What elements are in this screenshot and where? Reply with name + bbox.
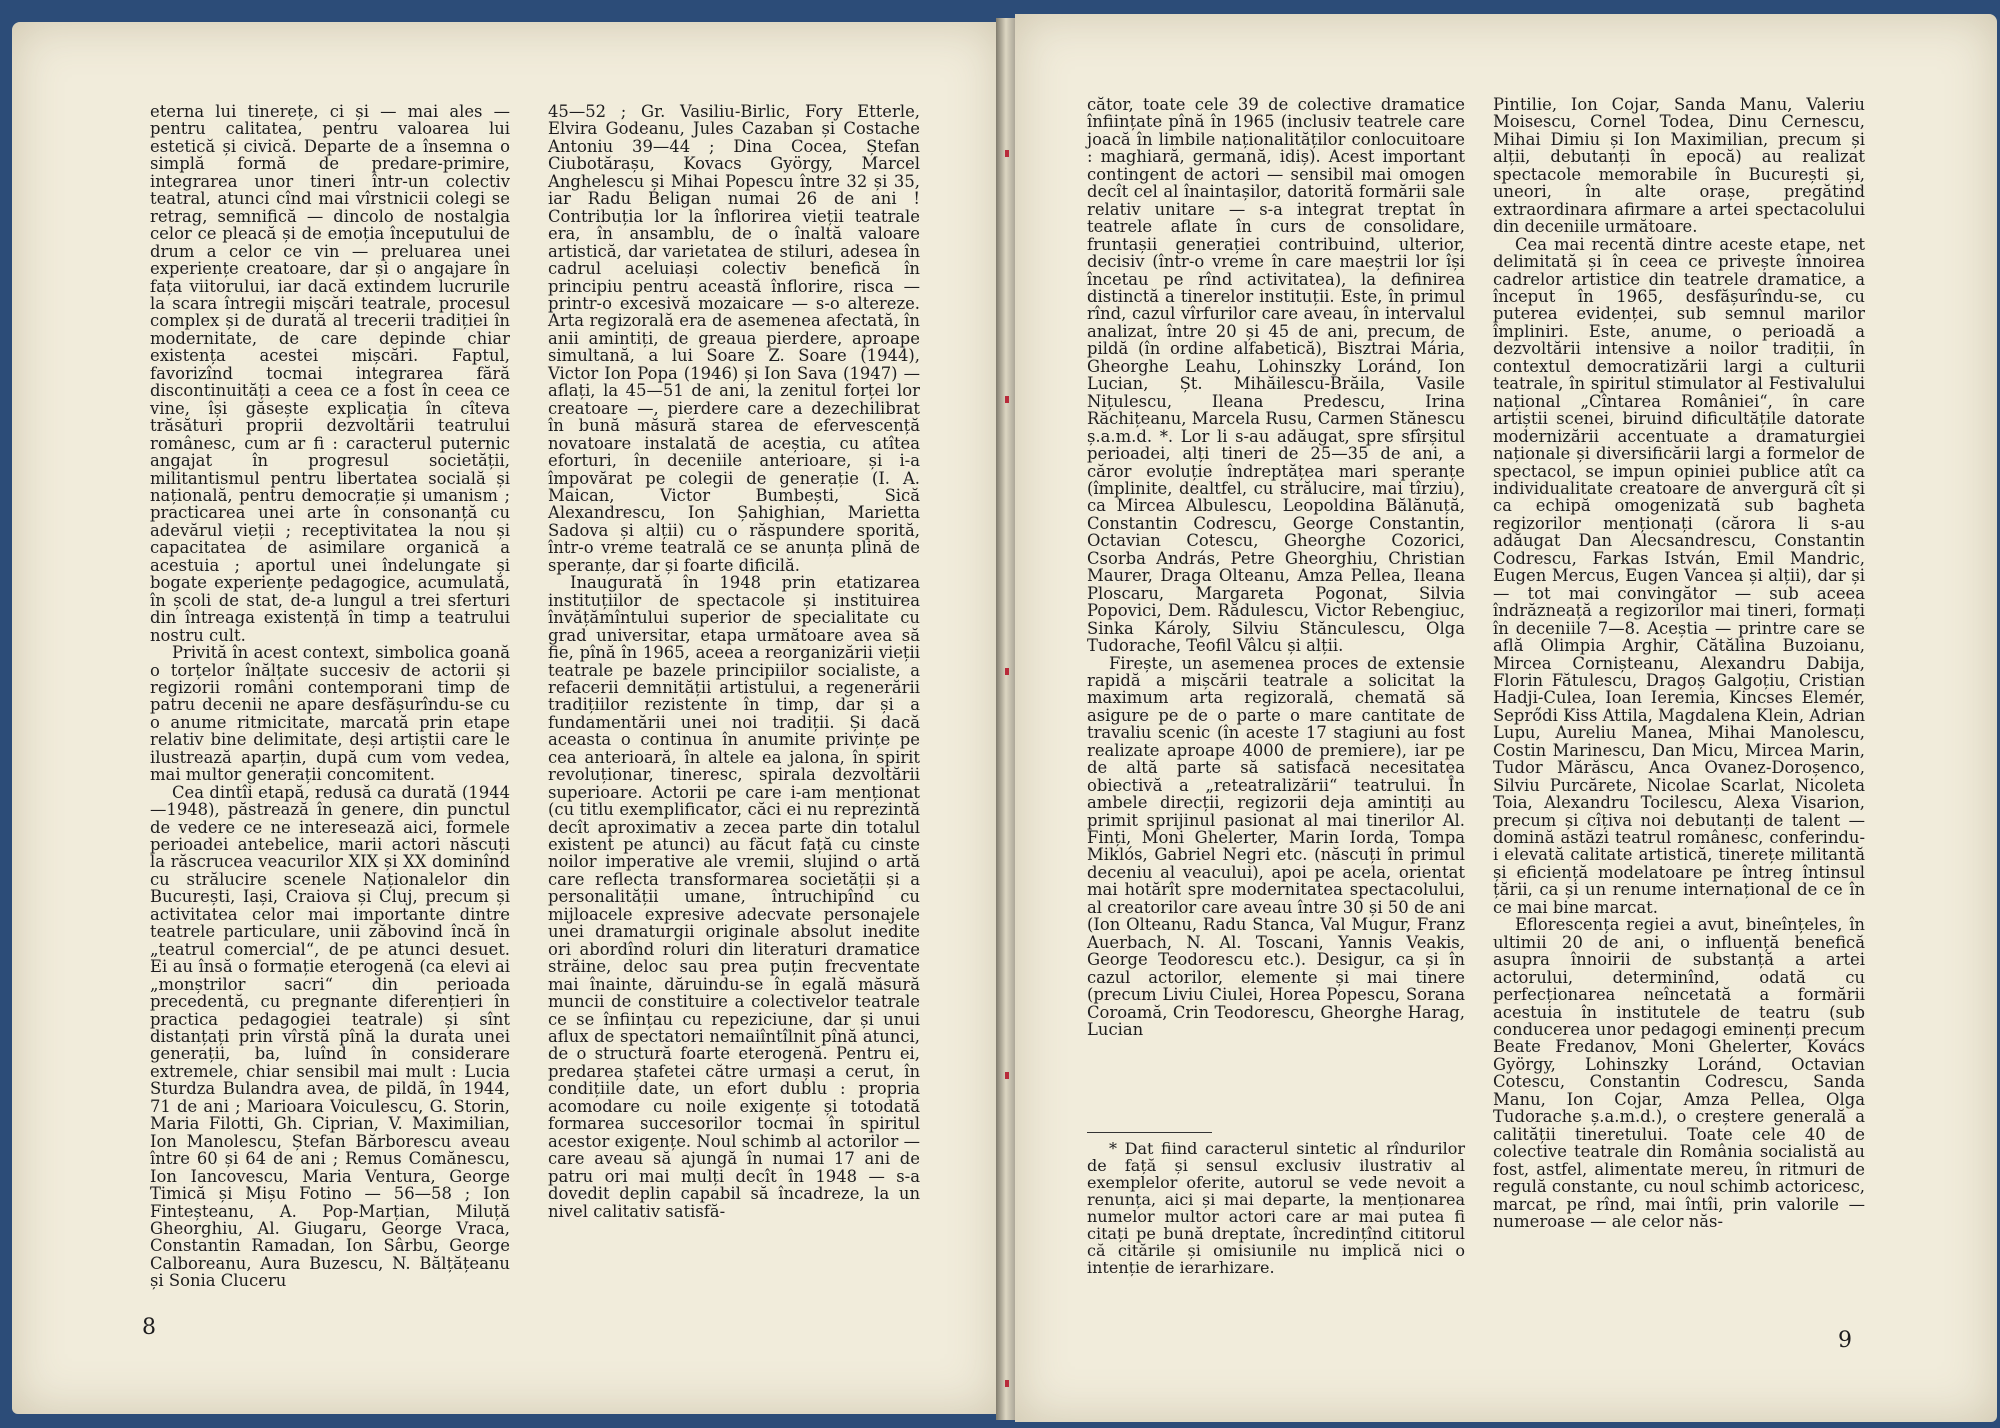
paragraph: Cea dintîi etapă, redusă ca durată (1944—1948), păstrează în genere, din punctul de vedere ce ne interesează aici, formele perioadei antebelice, marii actori născuți la răscrucea veacurilor XIX și XX dominînd cu strălucire scenele Naționalelor din București, Iași, Craiova și Cluj, precum și activitatea celor mai importante dintre teatrele particulare, unii zăbovind încă în „teatrul comercial“, de pe atunci desuet. Ei au însă o formație eterogenă (ca elevi ai „monștrilor sacri“ din perioada precedentă, cu pregnante diferențieri în practica pedagogiei teatrale) și sînt distanțați prin vîrstă pînă la durata unei generații, ba, luînd în considerare extremele, chiar sensibil mai mult : Lucia Sturdza Bulandra avea, de pildă, în 1944, 71 de ani ; Marioara Voiculescu, G. Storin, Maria Filotti, Gh. Ciprian, V. Maximilian, Ion Manolescu, Ștefan Bărborescu aveau între 60 și 64 de ani ; Remus Comănescu, Ion Iancovescu, Maria Ventura, George Timică și Mișu Fotino — 56—58 ; Ion Finteșteanu, A. Pop-Marțian, Miluță Gheorghiu, Al. Giugaru, George Vraca, Constantin Ramadan, Ion Sârbu, George Calboreanu, Aura Buzescu, N. Bălțățeanu și Sonia Cluceru <box>150 782 510 1291</box>
paragraph: Cea mai recentă dintre aceste etape, net delimitată și în ceea ce privește înnoirea cadrelor artistice din teatrele dramatice, a început în 1965, desfășurîndu-se, cu puterea evidenței, sub semnul marilor împliniri. Este, anume, o perioadă a dezvoltării intensive a noilor tradiții, în contextul democratizării largi a culturii teatrale, în spiritul stimulator al Festivalului național „Cîntarea României“, în care artiștii scenei, biruind dificultățile datorate modernizării accentuate a dramaturgiei naționale și diversificării largi a formelor de spectacol, se impun opiniei publice atît ca individualitate creatoare de anvergură cît și ca echipă omogenizată sub bagheta regizorilor menționați (cărora li s-au adăugat Dan Alecsandrescu, Constantin Codrescu, Farkas István, Emil Mandric, Eugen Mercus, Eugen Vancea și alții), dar și — tot mai convingător — sub aceea îndrăzneață a regizorilor mai tineri, formați în deceniile 7—8. Aceștia — printre care se află Olimpia Arghir, Cătălina Buzoianu, Mircea Cornișteanu, Alexandru Dabija, Florin Fătulescu, Dragoș Galgoțiu, Cristian Hadji-Culea, Ioan Ieremia, Kincses Elemér, Seprődi Kiss Attila, Magdalena Klein, Adrian Lupu, Aureliu Manea, Mihai Manolescu, Costin Marinescu, Dan Micu, Mircea Marin, Tudor Mărăscu, Anca Ovanez-Doroșenco, Silviu Purcărete, Nicolae Scarlat, Nicoleta Toia, Alexandru Tocilescu, Alexa Visarion, precum și cîțiva noi debutanți de talent — domină astăzi teatrul românesc, conferindu-i elevată calitate artistică, tinerețe militantă și eficiență modelatoare pe întreg întinsul țării, ca și un renume internațional de ce în ce mai bine marcat. <box>1493 234 1865 917</box>
right-column-2 <box>1493 96 1865 1230</box>
paragraph: cător, toate cele 39 de colective dramatice înființate pînă în 1965 (inclusiv teatrele care joacă în limbile naționalităților conlocuitoare : maghiară, germană, idiș). Acest important contingent de actori — sensibil mai omogen decît cel al înaintașilor, datorită formării sale relativ unitare — s-a integrat treptat în teatrele aflate în curs de consolidare, fruntașii generației contribuind, ulterior, decisiv (într-o vreme în care maeștrii lor își încetau pe rînd activitatea), la definirea distinctă a tinerelor instituții. Este, în primul rînd, cazul vîrfurilor care aveau, în intervalul analizat, între 20 și 45 de ani, precum, de pildă (în ordine alfabetică), Bisztrai Mária, Gheorghe Leahu, Lohinszky Loránd, Ion Lucian, Șt. Mihăilescu-Brăila, Vasile Nițulescu, Ileana Predescu, Irina Răchițeanu, Marcela Rusu, Carmen Stănescu ș.a.m.d. *. Lor li s-au adăugat, spre sfîrșitul perioadei, alți tineri de 25—35 de ani, a căror evoluție îndreptățea mari speranțe (împlinite, dealtfel, cu strălucire, mai tîrziu), ca Mircea Albulescu, Leopoldina Bălănuță, Constantin Codrescu, George Constantin, Octavian Cotescu, Gheorghe Cozorici, Csorba András, Petre Gheorghiu, Christian Maurer, Draga Olteanu, Amza Pellea, Ileana Ploscaru, Margareta Pogonat, Silvia Popovici, Dem. Rădulescu, Victor Rebengiuc, Sinka Károly, Silviu Stănculescu, Olga Tudorache, Teofil Vâlcu și alții. <box>1087 95 1465 656</box>
paragraph: eterna lui tinerețe, ci și — mai ales — pentru calitatea, pentru valoarea lui estetică și civică. Departe de a însemna o simplă formă de predare-primire, integrarea unor tineri într-un colectiv teatral, atunci cînd mai vîrstnicii colegi se retrag, semnifică — dincolo de nostalgia celor ce pleacă și de emoția începutului de drum a celor ce vin — preluarea unei experiențe creatoare, dar și o angajare în fața viitorului, iar dacă extindem lucrurile la scara întregii mișcări teatrale, procesul complex și de durată al trecerii tradiției în modernitate, de care depinde chiar existența acestei mișcări. Faptul, favorizînd tocmai integrarea fără discontinuități a ceea ce a fost în ceea ce vine, își găsește explicația în cîteva trăsături proprii dezvoltării teatrului românesc, cum ar fi : caracterul puternic angajat în progresul societății, militantismul pentru libertatea socială și națională, pentru democrație și umanism ; practicarea unei arte în consonanță cu adevărul vieții ; receptivitatea la nou și capacitatea de asimilare organică a acestuia ; aportul unei îndelungate și bogate experiențe pedagogice, acumulată, în școli de stat, de-a lungul a trei sferturi din întreaga existență în timp a teatrului nostru cult. <box>150 102 510 645</box>
footnote <box>1087 1140 1465 1276</box>
page-number-right: 9 <box>1838 1328 1852 1353</box>
paragraph: Inaugurată în 1948 prin etatizarea instituțiilor de spectacole și instituirea învățămîntului superior de specialitate cu grad universitar, etapa următoare avea să fie, pînă în 1965, aceea a reorganizării vieții teatrale pe bazele principiilor socialiste, a refacerii demnității artistului, a regenerării tradițiilor rezistente în timp, dar și a fundamentării unei noi tradiții. Și dacă aceasta o continua în anumite privințe pe cea anterioară, în altele ea jalona, în spirit revoluționar, tineresc, spirala dezvoltării superioare. Actorii pe care i-am menționat (cu titlu exemplificator, căci ei nu reprezintă decît aproximativ a zecea parte din totalul existent pe atunci) au făcut față cu cinste noilor imperative ale vremii, slujind o artă care reflecta transformarea societății și a personalității umane, întruchipînd cu mijloacele expresive adecvate personajele unei dramaturgii originale absolut inedite ori abordînd roluri din literaturi dramatice străine, deloc sau prea puțin frecventate mai înainte, dăruindu-se în egală măsură muncii de constituire a colectivelor teatrale ce se înființau cu repeziciune, dar și unui aflux de spectatori nemaiîntîlnit pînă atunci, de o structură foarte eterogenă. Pentru ei, predarea ștafetei către urmași a cerut, în condițiile date, un efort dublu : propria acomodare cu noile exigențe și totodată formarea succesorilor tocmai în spiritul acestor exigențe. Noul schimb al actorilor — care aveau să ajungă în numai 17 ani de patru ori mai mulți decît în 1948 — s-a dovedit deplin capabil să încadreze, la un nivel calitativ satisfă- <box>548 573 920 1221</box>
binding-stitch <box>1005 1380 1009 1387</box>
left-column-1 <box>150 103 510 1290</box>
paragraph: Pintilie, Ion Cojar, Sanda Manu, Valeriu Moisescu, Cornel Todea, Dinu Cernescu, Mihai Dimiu și Ion Maximilian, precum și alții, debutanți în epocă) au realizat spectacole memorabile în București și, uneori, în alte orașe, pregătind extraordinara afirmare a artei spectacolului din deceniile următoare. <box>1493 95 1865 237</box>
binding-stitch <box>1005 668 1009 675</box>
left-column-2 <box>548 103 920 1220</box>
right-column-1 <box>1087 96 1465 1038</box>
footnote-text: * Dat fiind caracterul sintetic al rîndurilor de față și sensul exclusiv ilustrativ al exemplelor oferite, autorul se vede nevoit a renunța, aici și mai departe, la menționarea numelor multor actori care ar mai putea fi citați pe bună dreptate, încredințînd cititorul că citările și omisiunile nu implică nici o intenție de ierarhizare. <box>1087 1139 1465 1277</box>
paragraph: Privită în acest context, simbolica goană o torțelor înălțate succesiv de actorii și regizorii români contemporani timp de patru decenii ne apare desfășurîndu-se cu o anume ritmicitate, marcată prin etape relativ bine delimitate, deși artiștii care le ilustrează aparțin, după cum vom vedea, mai multor generații concomitent. <box>150 643 510 785</box>
binding-stitch <box>1005 150 1009 157</box>
footnote-divider <box>1087 1132 1212 1133</box>
binding-stitch <box>1005 1072 1009 1079</box>
paragraph: 45—52 ; Gr. Vasiliu-Birlic, Fory Etterle, Elvira Godeanu, Jules Cazaban și Costache Antoniu 39—44 ; Dina Cocea, Ștefan Ciubotărașu, Kovacs György, Marcel Anghelescu și Mihai Popescu între 32 și 35, iar Radu Beligan numai 26 de ani ! Contribuția lor la înflorirea vieții teatrale era, în ansamblu, de o înaltă valoare artistică, dar varietatea de stiluri, adesea în cadrul aceluiași colectiv benefică în principiu pentru această înflorire, risca — printr-o excesivă mozaicare — s-o altereze. Arta regizorală era de asemenea afectată, în anii amintiți, de greaua pierdere, aproape simultană, a lui Soare Z. Soare (1944), Victor Ion Popa (1946) și Ion Sava (1947) — aflați, la 45—51 de ani, la zenitul forței lor creatoare —, pierdere care a dezechilibrat în bună măsură starea de efervescență novatoare instalată de aceștia, cu atîtea eforturi, în deceniile anterioare, și i-a împovărat pe colegii de generație (I. A. Maican, Victor Bumbești, Sică Alexandrescu, Ion Șahighian, Marietta Sadova și alții) cu o răspundere sporită, într-o vreme teatrală ce se anunța plină de speranțe, dar și foarte dificilă. <box>548 102 920 575</box>
binding-stitch <box>1005 396 1009 403</box>
paragraph: Eflorescența regiei a avut, bineînțeles, în ultimii 20 de ani, o influență benefică asupra înnoirii de substanță a artei actorului, determinînd, odată cu perfecționarea neîncetată a formării acestuia în institutele de teatru (sub conducerea unor pedagogi eminenți precum Beate Fredanov, Moni Ghelerter, Kovács György, Lohinszky Loránd, Octavian Cotescu, Constantin Codrescu, Sanda Manu, Ion Cojar, Amza Pellea, Olga Tudorache ș.a.m.d.), o creștere generală a calității tineretului. Toate cele 40 de colective teatrale din România socialistă au fost, astfel, alimentate mereu, în ritmuri de regulă constante, cu noul schimb actoricesc, marcat, pe rînd, mai întîi, prin valorile — numeroase — ale celor năs- <box>1493 915 1865 1231</box>
paragraph: Firește, un asemenea proces de extensie rapidă a mișcării teatrale a solicitat la maximum arta regizorală, chemată să asigure pe de o parte o mare cantitate de travaliu scenic (în aceste 17 stagiuni au fost realizate aproape 4000 de premiere), iar pe de altă parte să satisfacă necesitatea obiectivă a „reteatralizării“ teatrului. În ambele direcții, regizorii deja amintiți au primit sprijinul pasionat al mai tinerilor Al. Finți, Moni Ghelerter, Marin Iorda, Tompa Miklós, Gabriel Negri etc. (născuți în primul deceniu al veacului), apoi pe acela, orientat mai hotărît spre modernitatea spectacolului, al creatorilor care aveau între 30 și 50 de ani (Ion Olteanu, Radu Stanca, Val Mugur, Franz Auerbach, N. Al. Toscani, Yannis Veakis, George Teodorescu etc.). Desigur, ca și în cazul actorilor, elemente și mai tinere (precum Liviu Ciulei, Horea Popescu, Sorana Coroamă, Crin Teodorescu, Gheorghe Harag, Lucian <box>1087 653 1465 1040</box>
page-number-left: 8 <box>142 1315 156 1340</box>
